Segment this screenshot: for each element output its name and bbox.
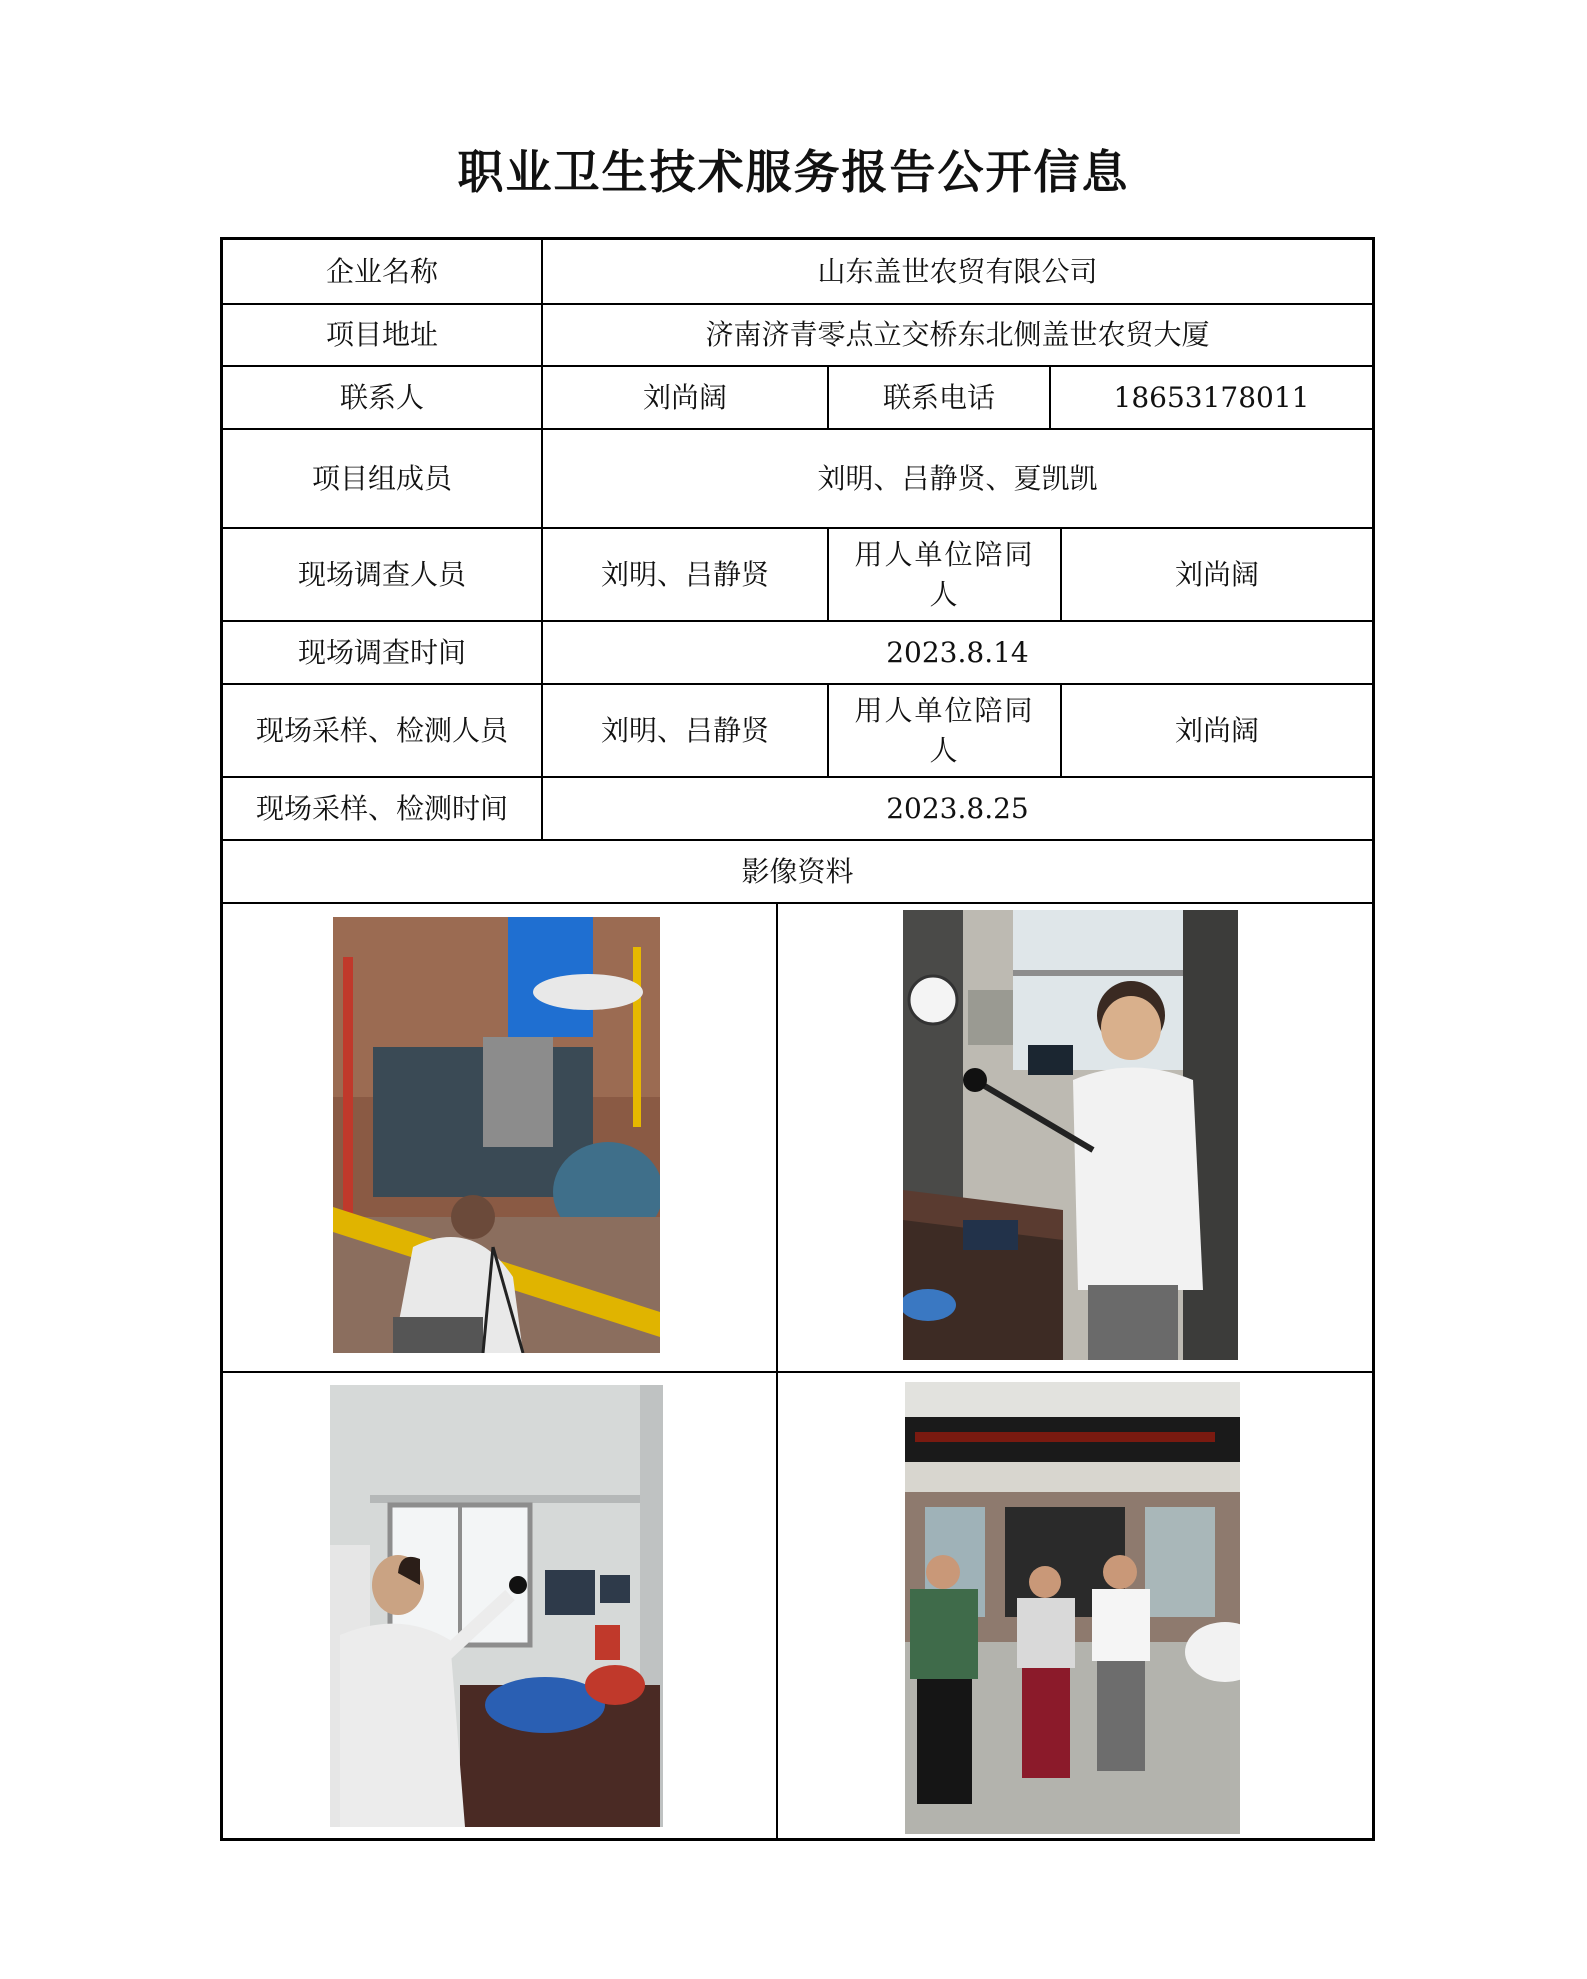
members-label: 项目组成员 [311, 461, 452, 495]
survey-staff-label: 现场调查人员 [297, 557, 466, 591]
sampling-escort-value: 刘尚阔 [1174, 713, 1259, 747]
phone-label: 联系电话 [882, 380, 995, 414]
address-value: 济南济青零点立交桥东北侧盖世农贸大厦 [705, 318, 1210, 351]
company-value: 山东盖世农贸有限公司 [817, 254, 1098, 288]
phone-value: 18653178011 [1113, 380, 1310, 414]
address-label: 项目地址 [325, 318, 438, 351]
sampling-escort-label: 用人单位陪同人 [854, 693, 1035, 767]
survey-escort-value: 刘尚阔 [1174, 557, 1259, 591]
images-section-label: 影像资料 [741, 854, 854, 888]
contact-label: 联系人 [339, 380, 424, 414]
sampling-staff-label: 现场采样、检测人员 [255, 713, 508, 747]
photo-office-measurement [903, 910, 1238, 1360]
survey-time-label: 现场调查时间 [297, 635, 466, 669]
survey-escort-label: 用人单位陪同人 [854, 537, 1035, 611]
page-title: 职业卫生技术服务报告公开信息 [457, 145, 1130, 199]
company-label: 企业名称 [325, 254, 438, 288]
survey-staff-value: 刘明、吕静贤 [600, 557, 769, 591]
sampling-time-value: 2023.8.25 [886, 791, 1029, 825]
survey-time-value: 2023.8.14 [886, 635, 1029, 669]
photo-compressor-room [333, 917, 660, 1353]
contact-value: 刘尚阔 [642, 380, 727, 414]
photo-workshop-measurement [330, 1385, 663, 1827]
photo-group-outside-building [905, 1382, 1240, 1834]
sampling-staff-value: 刘明、吕静贤 [600, 713, 769, 747]
members-value: 刘明、吕静贤、夏凯凯 [817, 461, 1098, 495]
sampling-time-label: 现场采样、检测时间 [255, 791, 508, 825]
info-table [220, 237, 1375, 1841]
